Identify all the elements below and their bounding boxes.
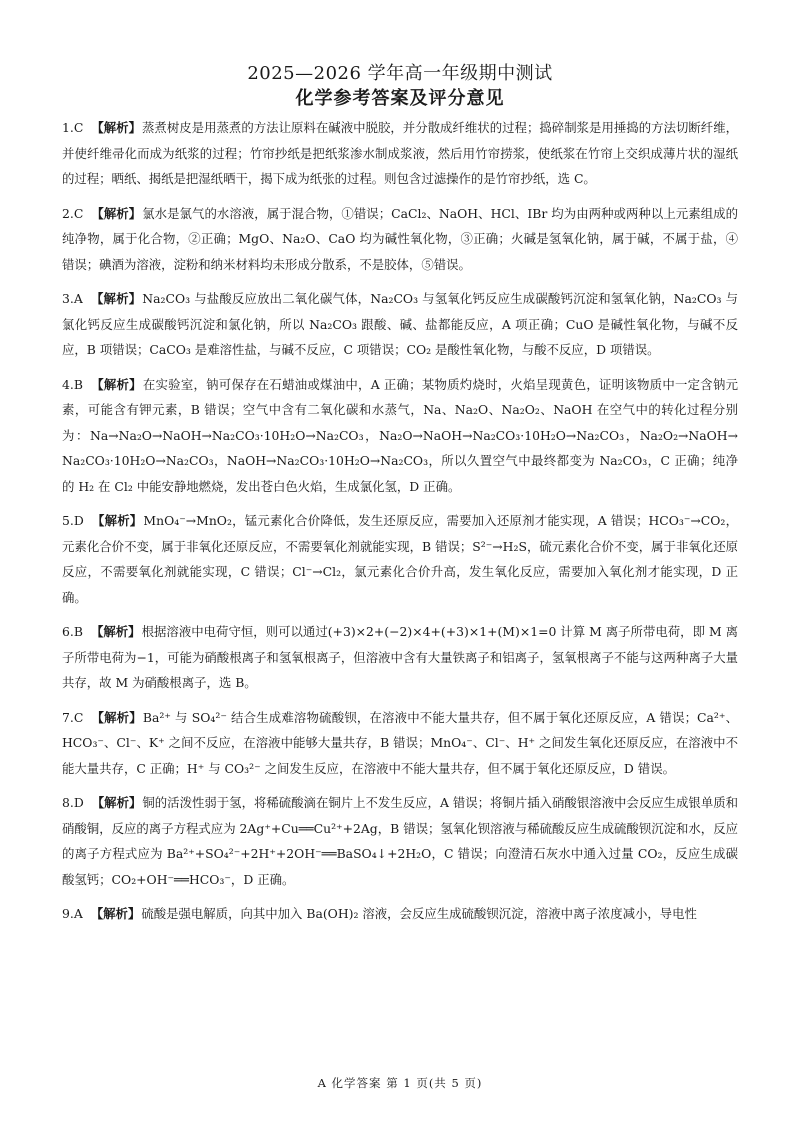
analysis-tag: 【解析】	[90, 376, 142, 392]
answer-list	[62, 115, 738, 936]
answer-item-6	[62, 619, 738, 696]
page-footer: A 化学答案 第 1 页(共 5 页)	[317, 1076, 483, 1090]
answer-text: MnO₄⁻→MnO₂，锰元素化合价降低，发生还原反应，需要加入还原剂才能实现，A 错误；HCO₃⁻→CO₂，元素化合价不变，属于非氧化还原反应，不需要氧化剂就能实现，B 错误；S²⁻→H₂S，硫元素化合价不变，属于非氧化还原反应，不需要氧化剂就能实现，C 错误；Cl⁻→Cl₂，氯元素化合价升高，发生氧化反应，需要加入氧化剂才能实现，D 正确。	[62, 513, 739, 605]
answer-item-4	[62, 372, 738, 500]
document-subtitle: 化学参考答案及评分意见	[295, 88, 505, 109]
answer-text: Ba²⁺ 与 SO₄²⁻ 结合生成难溶物硫酸钡，在溶液中不能大量共存，但不属于氧化还原反应，A 错误；Ca²⁺、HCO₃⁻、Cl⁻、K⁺ 之间不反应，在溶液中能够大量共存，B 错误；MnO₄⁻、Cl⁻、H⁺ 之间发生氧化还原反应，在溶液中不能大量共存，C 正确；H⁺ 与 CO₃²⁻ 之间发生反应，在溶液中不能大量共存，但不属于氧化还原反应，D 错误。	[62, 709, 739, 776]
answer-text: 氯水是氯气的水溶液，属于混合物，①错误；CaCl₂、NaOH、HCl、IBr 均为由两种或两种以上元素组成的纯净物，属于化合物，②正确；MgO、Na₂O、CaO 均为碱性氧化物，③正确；火碱是氢氧化钠，属于碱，不属于盐，④错误；碘酒为溶液，淀粉和纳米材料均未形成分散系，不是胶体，⑤错误。	[62, 205, 739, 272]
answer-number: 2.C	[62, 205, 84, 221]
answer-text: Na₂CO₃ 与盐酸反应放出二氧化碳气体，Na₂CO₃ 与氢氧化钙反应生成碳酸钙沉淀和氢氧化钠，Na₂CO₃ 与氯化钙反应生成碳酸钙沉淀和氯化钠，所以 Na₂CO₃ 跟酸、碱、盐都能反应，A 项正确；CuO 是碱性氧化物，与碱不反应，B 项错误；CaCO₃ 是难溶性盐，与碱不反应，C 项错误；CO₂ 是酸性氧化物，与酸不反应，D 项错误。	[62, 291, 739, 357]
answer-number: 6.B	[62, 624, 83, 639]
answer-item-2	[62, 201, 738, 278]
analysis-tag: 【解析】	[90, 624, 141, 639]
analysis-tag: 【解析】	[91, 513, 143, 528]
answer-number: 5.D	[62, 513, 84, 528]
analysis-tag: 【解析】	[90, 906, 141, 921]
answer-number: 1.C	[62, 120, 84, 135]
page-header	[0, 62, 800, 112]
analysis-tag: 【解析】	[91, 709, 142, 725]
answer-item-3	[62, 286, 738, 363]
answer-number: 4.B	[62, 376, 83, 392]
answer-text: 根据溶液中电荷守恒，则可以通过(+3)×2+(−2)×4+(+3)×1+(M)×1=0 计算 M 离子所带电荷，即 M 离子所带电荷为−1，可能为硝酸根离子和氢氧根离子，但溶液中含有大量铁离子和铝离子，氢氧根离子不能与这两种离子大量共存，故 M 为硝酸根离子，选 B。	[62, 624, 738, 690]
answer-item-9	[62, 901, 738, 927]
answer-text: 铜的活泼性弱于氢，将稀硫酸滴在铜片上不发生反应，A 错误；将铜片插入硝酸银溶液中会反应生成银单质和硝酸铜，反应的离子方程式应为 2Ag⁺+Cu══Cu²⁺+2Ag，B 错误；氢氧化钡溶液与稀硫酸反应生成硫酸钡沉淀和水，反应的离子方程式应为 Ba²⁺+SO₄²⁻+2H⁺+2OH⁻══BaSO₄↓+2H₂O，C 错误；向澄清石灰水中通入过量 CO₂，反应生成碳酸氢钙；CO₂+OH⁻══HCO₃⁻，D 正确。	[62, 795, 739, 887]
answer-number: 9.A	[62, 906, 83, 921]
analysis-tag: 【解析】	[90, 291, 142, 306]
answer-text: 硫酸是强电解质，向其中加入 Ba(OH)₂ 溶液，会反应生成硫酸钡沉淀，溶液中离子浓度减小，导电性	[141, 906, 697, 921]
answer-item-8	[62, 790, 738, 892]
answer-item-7	[62, 705, 738, 782]
answer-text: 在实验室，钠可保存在石蜡油或煤油中，A 正确；某物质灼烧时，火焰呈现黄色，证明该物质中一定含钠元素，可能含有钾元素，B 错误；空气中含有二氧化碳和水蒸气，Na、Na₂O、Na₂O₂、NaOH 在空气中的转化过程分别为：Na→Na₂O→NaOH→Na₂CO₃·10H₂O→Na₂CO₃，Na₂O→NaOH→Na₂CO₃·10H₂O→Na₂CO₃，Na₂O₂→NaOH→Na₂CO₃·10H₂O→Na₂CO₃，NaOH→Na₂CO₃·10H₂O→Na₂CO₃，所以久置空气中最终都变为 Na₂CO₃，C 正确；纯净的 H₂ 在 Cl₂ 中能安静地燃烧，发出苍白色火焰，生成氯化氢，D 正确。	[62, 376, 739, 494]
analysis-tag: 【解析】	[91, 120, 142, 135]
answer-text: 蒸煮树皮是用蒸煮的方法让原料在碱液中脱胶，并分散成纤维状的过程；捣碎制浆是用捶捣的方法切断纤维，并使纤维帚化而成为纸浆的过程；竹帘抄纸是把纸浆渗水制成浆液，然后用竹帘捞浆，使纸浆在竹帘上交织成薄片状的湿纸的过程；晒纸、揭纸是把湿纸晒干，揭下成为纸张的过程。则包含过滤操作的是竹帘抄纸，选 C。	[62, 120, 739, 186]
analysis-tag: 【解析】	[91, 795, 142, 810]
analysis-tag: 【解析】	[91, 205, 142, 221]
answer-item-5	[62, 508, 738, 610]
answer-number: 8.D	[62, 795, 84, 810]
exam-title: 2025—2026 学年高一年级期中测试	[247, 63, 553, 84]
answer-number: 3.A	[62, 291, 83, 306]
answer-number: 7.C	[62, 709, 84, 725]
answer-item-1	[62, 115, 738, 192]
